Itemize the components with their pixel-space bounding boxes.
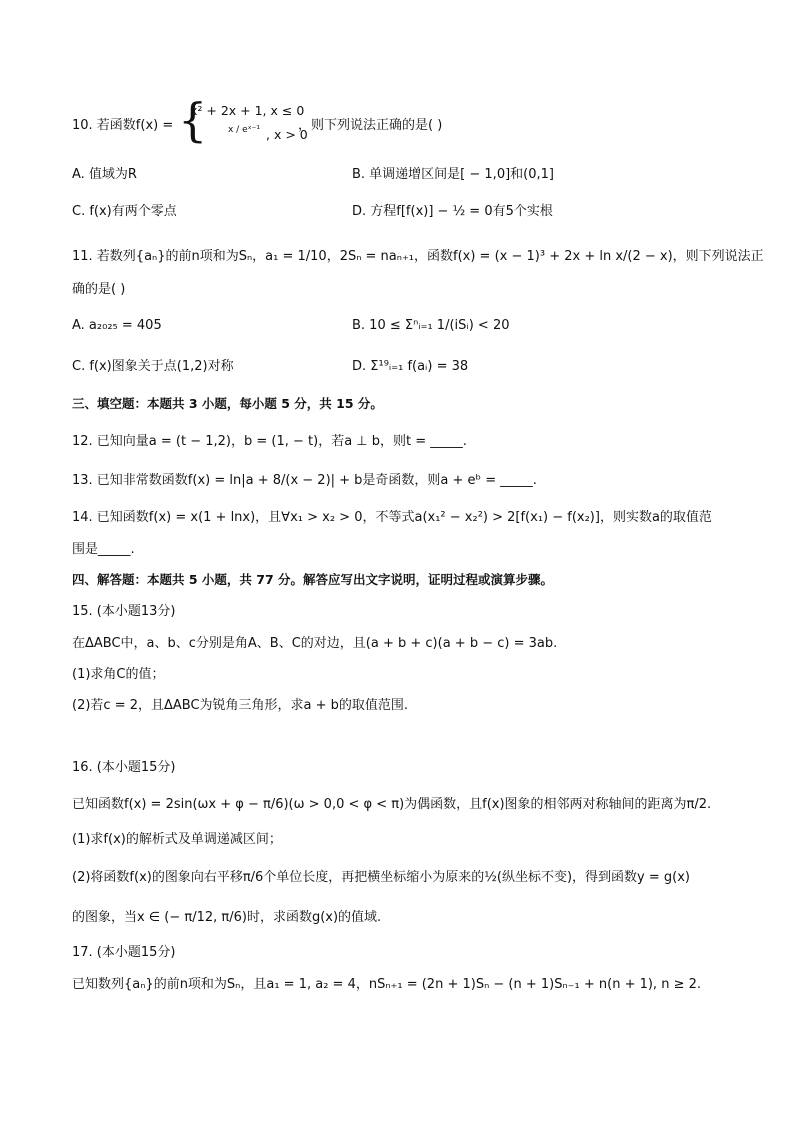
- q15-stem: 在ΔABC中，a、b、c分别是角A、B、C的对边，且(a + b + c)(a + b − c) = 3ab.: [72, 636, 558, 651]
- q10-option-a: A. 值域为R: [72, 167, 137, 182]
- q11-line2: 确的是( ): [72, 282, 126, 297]
- q15-part2: (2)若c = 2，且ΔABC为锐角三角形，求a + b的取值范围.: [72, 698, 409, 713]
- q15-heading: 15. (本小题13分): [72, 604, 176, 619]
- q12: 12. 已知向量a = (t − 1,2)，b = (1, − t)，若a ⊥ b，则t = _____.: [72, 434, 467, 449]
- section-fill-in-heading: 三、填空题：本题共 3 小题，每小题 5 分，共 15 分。: [72, 396, 383, 411]
- q16-part2-line2: 的图象，当x ∈ (− π/12, π/6)时，求函数g(x)的值域.: [72, 910, 382, 925]
- brace-symbol: {: [178, 93, 208, 147]
- q14-line1: 14. 已知函数f(x) = x(1 + lnx)，且∀x₁ > x₂ > 0，不等式a(x₁² − x₂²) > 2[f(x₁) − f(x₂)]，则实数a的取值范: [72, 510, 712, 525]
- q13: 13. 已知非常数函数f(x) = ln|a + 8/(x − 2)| + b是奇函数，则a + eᵇ = _____.: [72, 473, 537, 488]
- q10-case2-fraction: x / eˣ⁻¹: [228, 125, 260, 135]
- section-solution-heading: 四、解答题：本题共 5 小题，共 77 分。解答应写出文字说明，证明过程或演算步骤。: [72, 572, 554, 587]
- q10-option-c: C. f(x)有两个零点: [72, 204, 177, 219]
- q15-part1: (1)求角C的值；: [72, 667, 165, 682]
- q10-case2-condition: , x > 0: [266, 127, 308, 142]
- q10-tail: ，则下列说法正确的是( ): [298, 118, 443, 133]
- q11-option-b: B. 10 ≤ Σⁿᵢ₌₁ 1/(iSᵢ) < 20: [352, 318, 510, 333]
- q10-option-d: D. 方程f[f(x)] − ½ = 0有5个实根: [352, 204, 553, 219]
- q16-part1: (1)求f(x)的解析式及单调递减区间；: [72, 832, 282, 847]
- q16-stem: 已知函数f(x) = 2sin(ωx + φ − π/6)(ω > 0,0 < φ < π)为偶函数，且f(x)图象的相邻两对称轴间的距离为π/2.: [72, 797, 712, 812]
- q16-heading: 16. (本小题15分): [72, 760, 176, 775]
- q11-option-a: A. a₂₀₂₅ = 405: [72, 318, 162, 333]
- q10-lead: 10. 若函数f(x) =: [72, 118, 174, 133]
- q10-option-b: B. 单调递增区间是[ − 1,0]和(0,1]: [352, 167, 554, 182]
- q10-piecewise: [178, 93, 308, 151]
- q17-heading: 17. (本小题15分): [72, 945, 176, 960]
- q11-line1: 11. 若数列{aₙ}的前n项和为Sₙ，a₁ = 1/10，2Sₙ = naₙ₊₁，函数f(x) = (x − 1)³ + 2x + ln x/(2 − x)，则下列说法正: [72, 249, 764, 264]
- q16-part2-line1: (2)将函数f(x)的图象向右平移π/6个单位长度，再把横坐标缩小为原来的½(纵坐标不变)，得到函数y = g(x): [72, 870, 690, 885]
- q10-case1: x² + 2x + 1, x ≤ 0: [190, 103, 305, 118]
- q11-option-c: C. f(x)图象关于点(1,2)对称: [72, 359, 234, 374]
- q17-stem: 已知数列{aₙ}的前n项和为Sₙ，且a₁ = 1, a₂ = 4，nSₙ₊₁ = (2n + 1)Sₙ − (n + 1)Sₙ₋₁ + n(n + 1), n ≥ 2.: [72, 977, 701, 992]
- q11-option-d: D. Σ¹⁹ᵢ₌₁ f(aᵢ) = 38: [352, 359, 469, 374]
- q14-line2: 围是_____.: [72, 542, 135, 557]
